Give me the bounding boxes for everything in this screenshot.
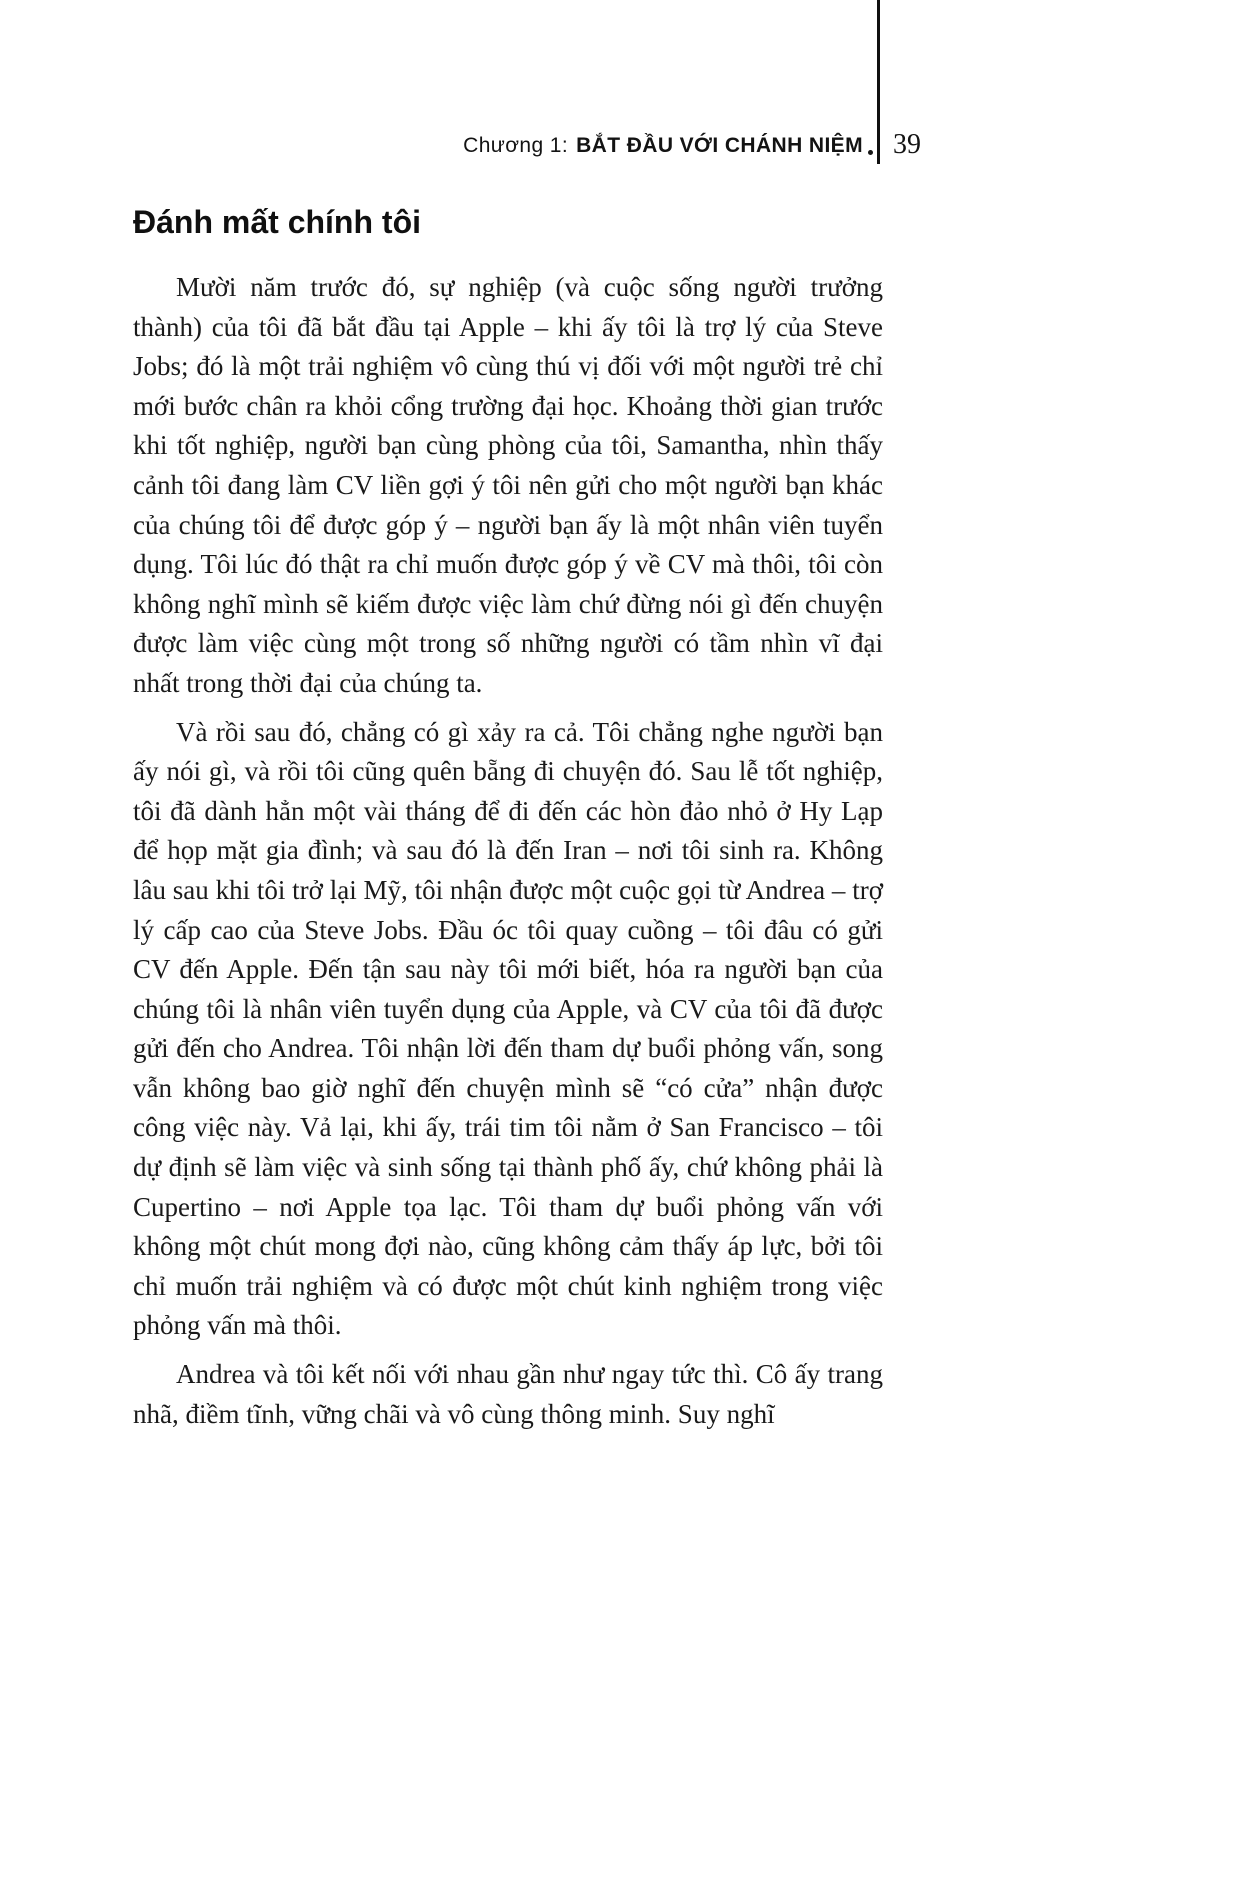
running-head [463, 134, 863, 158]
paragraph-2: Và rồi sau đó, chẳng có gì xảy ra cả. Tôi chẳng nghe người bạn ấy nói gì, và rồi tôi cũng quên bẵng đi chuyện đó. Sau lễ tốt nghiệp, tôi đã dành hẳn một vài tháng để đi đến các hòn đảo nhỏ ở Hy Lạp để họp mặt gia đình; và sau đó là đến Iran – nơi tôi sinh ra. Không lâu sau khi tôi trở lại Mỹ, tôi nhận được một cuộc gọi từ Andrea – trợ lý cấp cao của Steve Jobs. Đầu óc tôi quay cuồng – tôi đâu có gửi CV đến Apple. Đến tận sau này tôi mới biết, hóa ra người bạn của chúng tôi là nhân viên tuyển dụng của Apple, và CV của tôi đã được gửi đến cho Andrea. Tôi nhận lời đến tham dự buổi phỏng vấn, song vẫn không bao giờ nghĩ đến chuyện mình sẽ “có cửa” nhận được công việc này. Vả lại, khi ấy, trái tim tôi nằm ở San Francisco – tôi dự định sẽ làm việc và sinh sống tại thành phố ấy, chứ không phải là Cupertino – nơi Apple tọa lạc. Tôi tham dự buổi phỏng vấn với không một chút mong đợi nào, cũng không cảm thấy áp lực, bởi tôi chỉ muốn trải nghiệm và có được một chút kinh nghiệm trong việc phỏng vấn mà thôi. [133, 716, 883, 1341]
section-heading: Đánh mất chính tôi [133, 204, 421, 240]
chapter-label: Chương 1: [463, 134, 569, 157]
header-dot-ornament [868, 150, 873, 155]
paragraph-3: Andrea và tôi kết nối với nhau gần như ngay tức thì. Cô ấy trang nhã, điềm tĩnh, vững chãi và vô cùng thông minh. Suy nghĩ [133, 1359, 883, 1429]
paragraph-1: Mười năm trước đó, sự nghiệp (và cuộc sống người trưởng thành) của tôi đã bắt đầu tại Apple – khi ấy tôi là trợ lý của Steve Jobs; đó là một trải nghiệm vô cùng thú vị đối với một người trẻ chỉ mới bước chân ra khỏi cổng trường đại học. Khoảng thời gian trước khi tốt nghiệp, người bạn cùng phòng của tôi, Samantha, nhìn thấy cảnh tôi đang làm CV liền gợi ý tôi nên gửi cho một người bạn khác của chúng tôi để được góp ý – người bạn ấy là một nhân viên tuyển dụng. Tôi lúc đó thật ra chỉ muốn được góp ý về CV mà thôi, tôi còn không nghĩ mình sẽ kiếm được việc làm chứ đừng nói gì đến chuyện được làm việc cùng một trong số những người có tầm nhìn vĩ đại nhất trong thời đại của chúng ta. [133, 272, 883, 698]
chapter-title: BẮT ĐẦU VỚI CHÁNH NIỆM [576, 134, 863, 157]
page-number: 39 [893, 129, 921, 160]
body-text [133, 268, 883, 1443]
header-divider-rule [877, 0, 880, 164]
